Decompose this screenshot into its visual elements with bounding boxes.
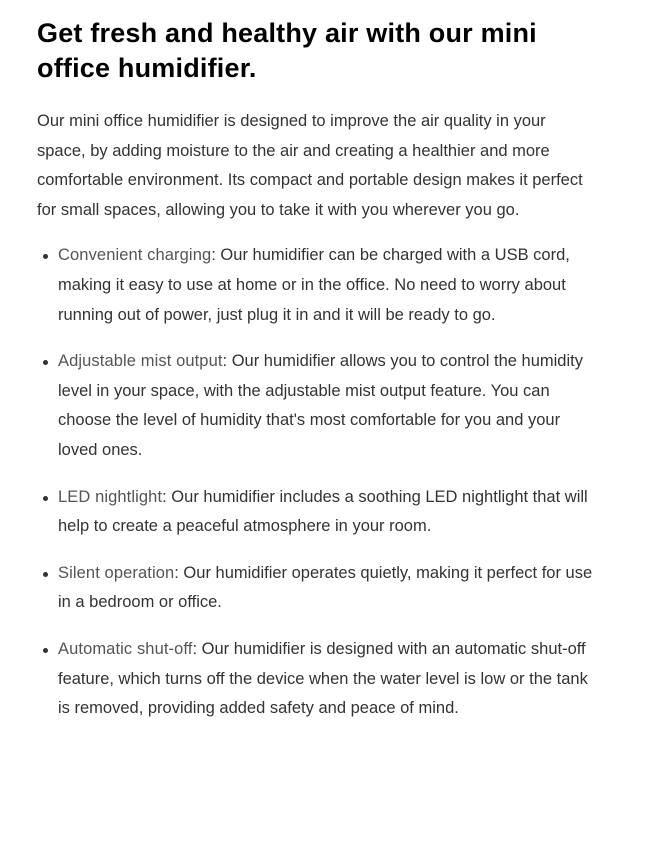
feature-text: : Our humidifier allows you to control the humidity level in your space, with the adjustable mist output feature. You can choose the level of humidity that's most comfortable for you and your loved ones. [58, 352, 583, 459]
feature-item-automatic-shut-off [58, 635, 593, 724]
page-title: Get fresh and healthy air with our mini office humidifier. [37, 18, 537, 83]
feature-title: LED nightlight [58, 487, 163, 506]
feature-item-adjustable-mist-output [58, 347, 593, 465]
feature-title: Silent operation [58, 563, 175, 582]
intro-paragraph: Our mini office humidifier is designed to improve the air quality in your space, by adding moisture to the air and creating a healthier and more comfortable environment. Its compact and portable design makes it perfect for small spaces, allowing you to take it with you wherever you go. [37, 112, 583, 219]
feature-text: : Our humidifier includes a soothing LED nightlight that will help to create a peaceful atmosphere in your room. [58, 487, 588, 536]
feature-text: : Our humidifier can be charged with a USB cord, making it easy to use at home or in the office. No need to worry about running out of power, just plug it in and it will be ready to go. [58, 246, 570, 324]
feature-item-led-nightlight [58, 483, 593, 542]
feature-title: Adjustable mist output [58, 352, 223, 371]
feature-title: Automatic shut-off [58, 639, 193, 658]
feature-text: : Our humidifier operates quietly, making it perfect for use in a bedroom or office. [58, 563, 593, 612]
feature-list [37, 241, 597, 723]
product-description [37, 16, 597, 741]
feature-item-silent-operation [58, 559, 593, 618]
feature-item-convenient-charging [58, 241, 593, 330]
feature-text: : Our humidifier is designed with an automatic shut-off feature, which turns off the device when the water level is low or the tank is removed, providing added safety and peace of mind. [58, 639, 588, 718]
feature-title: Convenient charging [58, 246, 212, 265]
